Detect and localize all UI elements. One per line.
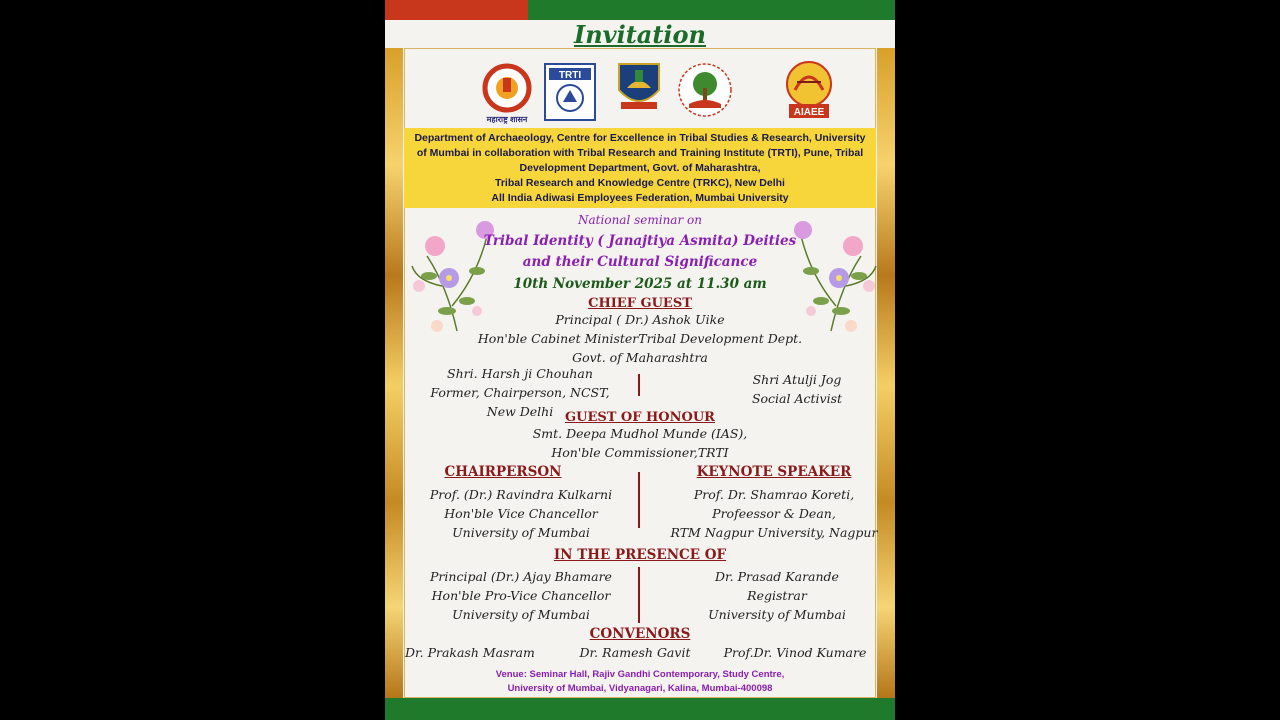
organizer-line: Tribal Research and Knowledge Centre (TRKC), New Delhi (495, 177, 785, 189)
venue-line: University of Mumbai, Vidyanagari, Kalina, Mumbai-400098 (507, 683, 773, 694)
keynote-block (655, 485, 893, 542)
guest-of-honour-designation: Hon'ble Commissioner,TRTI (551, 445, 729, 460)
guest-left-line: Shri. Harsh ji Chouhan (447, 366, 593, 381)
chairperson-line: Hon'ble Vice Chancellor (444, 506, 598, 521)
convenor-3: Prof.Dr. Vinod Kumare (723, 645, 867, 660)
presence-left-line: Hon'ble Pro-Vice Chancellor (431, 588, 611, 603)
chief-guest-designation: Hon'ble Cabinet MinisterTribal Development Dept. (477, 331, 803, 346)
divider-line (638, 374, 640, 396)
seminar-title-line-1: Tribal Identity ( Janajtiya Asmita) Deities (483, 233, 797, 249)
invitation-card (385, 0, 895, 720)
chief-guest-right-block (705, 370, 889, 408)
convenors-heading: CONVENORS (589, 626, 691, 642)
top-red-band (385, 0, 528, 20)
chairperson-line: Prof. (Dr.) Ravindra Kulkarni (429, 487, 613, 502)
seminar-date-time: 10th November 2025 at 11.30 am (513, 276, 767, 292)
university-of-mumbai-logo (615, 60, 663, 114)
trti-logo-text: TRTI (558, 70, 582, 81)
presence-right-line: Dr. Prasad Karande (715, 569, 839, 584)
presence-left-block (405, 567, 637, 624)
presence-right-line: University of Mumbai (708, 607, 846, 622)
maharashtra-logo-text: महाराष्ट्र शासन (486, 115, 528, 124)
organizer-line: Development Department, Govt. of Maharashtra, (519, 162, 761, 174)
convenor-2: Dr. Ramesh Gavit (579, 645, 691, 660)
top-green-band (528, 0, 895, 20)
divider-line (638, 472, 640, 528)
guest-of-honour-name: Smt. Deepa Mudhol Munde (IAS), (532, 426, 748, 441)
guest-left-line: Former, Chairperson, NCST, (430, 385, 610, 400)
guest-left-line: New Delhi (486, 404, 554, 419)
chief-guest-org: Govt. of Maharashtra (572, 350, 708, 365)
invitation-title: Invitation (573, 20, 707, 49)
trkc-logo (675, 60, 735, 124)
organizer-line: Department of Archaeology, Centre for Excellence in Tribal Studies & Research, University (414, 132, 866, 144)
logo-row (475, 60, 845, 126)
venue-block (385, 668, 895, 696)
chairperson-line: University of Mumbai (452, 525, 590, 540)
convenor-1: Dr. Prakash Masram (405, 645, 535, 660)
guest-of-honour-heading: GUEST OF HONOUR (565, 410, 715, 425)
trti-logo (541, 60, 599, 124)
left-gold-border (385, 48, 403, 698)
seminar-title-line-2: and their Cultural Significance (522, 254, 758, 270)
presence-right-line: Registrar (747, 588, 807, 603)
aiaee-logo-text: AIAEE (793, 107, 825, 118)
aiaee-logo (781, 60, 837, 122)
organizer-line: of Mumbai in collaboration with Tribal Research and Training Institute (TRTI), Pune, Tribal (416, 147, 864, 159)
chairperson-heading: CHAIRPERSON (444, 464, 562, 480)
organizer-line: All India Adiwasi Employees Federation, Mumbai University (491, 192, 789, 204)
guest-right-line: Social Activist (751, 391, 843, 406)
keynote-line: Prof. Dr. Shamrao Koreti, (693, 487, 855, 502)
maharashtra-shasan-logo (479, 60, 535, 126)
keynote-heading: KEYNOTE SPEAKER (696, 464, 852, 480)
guest-right-line: Shri Atulji Jog (752, 372, 842, 387)
presence-left-line: University of Mumbai (452, 607, 590, 622)
chairperson-block (405, 485, 637, 542)
divider-line (638, 567, 640, 623)
seminar-label: National seminar on (578, 213, 702, 227)
bottom-green-band (385, 698, 895, 720)
presence-heading: IN THE PRESENCE OF (553, 547, 727, 563)
chief-guest-heading: CHIEF GUEST (588, 296, 692, 311)
chief-guest-name: Principal ( Dr.) Ashok Uike (555, 312, 725, 327)
presence-right-block (661, 567, 893, 624)
venue-line: Venue: Seminar Hall, Rajiv Gandhi Contemporary, Study Centre, (495, 669, 785, 680)
presence-left-line: Principal (Dr.) Ajay Bhamare (430, 569, 612, 584)
keynote-line: Profeessor & Dean, (712, 506, 836, 521)
keynote-line: RTM Nagpur University, Nagpur (670, 525, 878, 540)
organizers-text (404, 131, 876, 206)
